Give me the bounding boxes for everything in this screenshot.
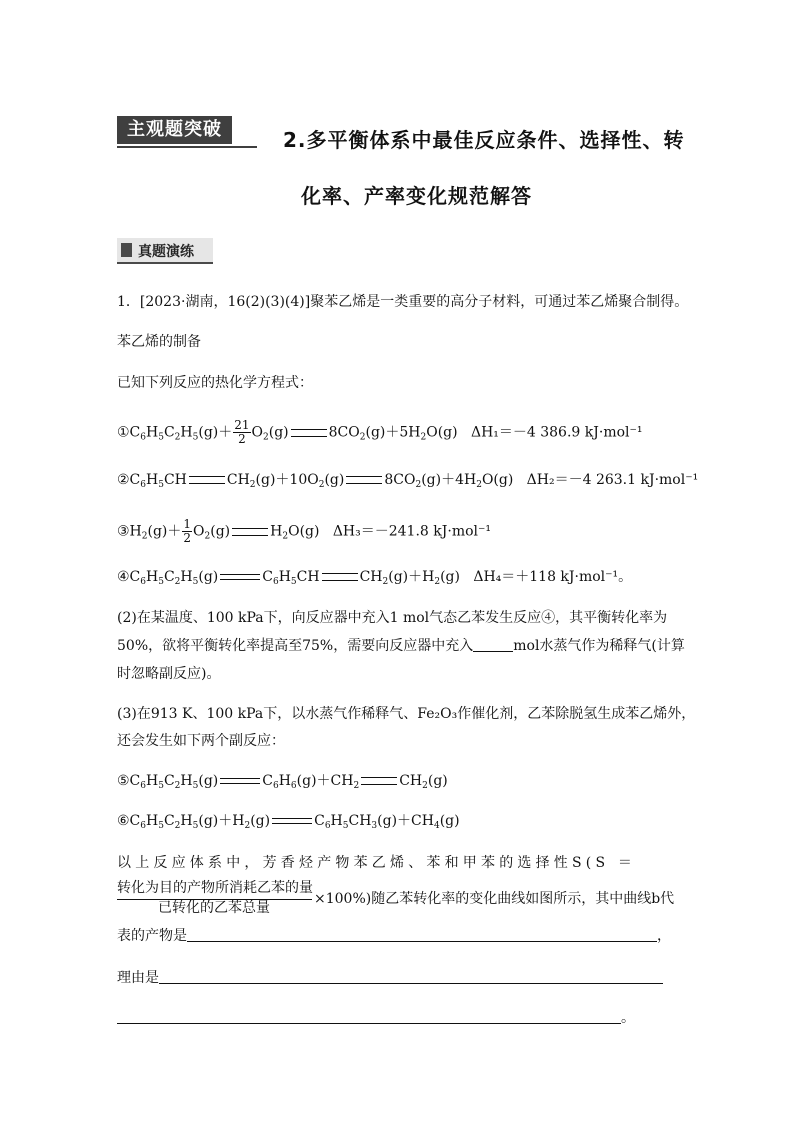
equation-5: $⑤C_6H_5C_2H_5(g)$ $C_6H_6(g)+CH_2$ $CH_2(g)$ bbox=[117, 773, 448, 791]
coefficient-fraction: $\frac{21}{2}$ bbox=[234, 418, 250, 446]
selectivity-denominator: 已转化的乙苯总量 bbox=[158, 900, 270, 916]
answer-blank-reason-2[interactable] bbox=[117, 1009, 621, 1024]
page-title-line1: 2.多平衡体系中最佳反应条件、选择性、转 bbox=[283, 128, 685, 152]
selectivity-line1: 以上反应体系中，芳香烃产物苯乙烯、苯和甲苯的选择性S(S ＝ bbox=[117, 855, 637, 871]
reason-continuation: 。 bbox=[117, 1008, 635, 1028]
product-question: 表的产物是 ， bbox=[117, 928, 671, 944]
section-badge: 主观题突破 bbox=[117, 116, 232, 144]
equation-3: $③H_2(g)+$ $\frac{1}{2}$ $O_2(g)$ $H_2O(g)$ ΔH₃＝－241.8 kJ·mol⁻¹ bbox=[117, 517, 492, 545]
reason-question: 理由是 bbox=[117, 968, 663, 988]
equation-2: $②C_6H_5CH$ $CH_2(g)+10O_2(g)$ $8CO_2(g)+4H_2O(g)$ ΔH₂＝－4 263.1 kJ·mol⁻¹ bbox=[117, 472, 699, 490]
part2-line1: (2)在某温度、100 kPa下，向反应器中充入1 mol气态乙苯发生反应④，其平衡转化率为 bbox=[117, 610, 668, 626]
section-marker-icon bbox=[121, 243, 132, 257]
answer-blank-moles[interactable] bbox=[473, 637, 513, 652]
selectivity-line2: ×100%)随乙苯转化率的变化曲线如图所示，其中曲线b代 bbox=[314, 891, 675, 907]
known-statement: 已知下列反应的热化学方程式： bbox=[117, 375, 313, 391]
enthalpy-2: ΔH₂＝－4 263.1 kJ·mol⁻¹ bbox=[526, 472, 699, 488]
selectivity-numerator: 转化为目的产物所消耗乙苯的量 bbox=[117, 880, 313, 896]
answer-blank-product[interactable] bbox=[187, 927, 657, 942]
enthalpy-4: ΔH₄＝＋118 kJ·mol⁻¹。 bbox=[473, 569, 633, 585]
enthalpy-3: ΔH₃＝－241.8 kJ·mol⁻¹ bbox=[332, 523, 492, 540]
question-intro: 1．[2023·湖南，16(2)(3)(4)]聚苯乙烯是一类重要的高分子材料，可通过苯乙烯聚合制得。 bbox=[117, 294, 689, 310]
enthalpy-1: ΔH₁＝－4 386.9 kJ·mol⁻¹ bbox=[470, 424, 643, 441]
part2-line2: 50%，欲将平衡转化率提高至75%，需要向反应器中充入 mol水蒸气作为稀释气(计算 bbox=[117, 638, 685, 654]
coefficient-fraction: $\frac{1}{2}$ bbox=[183, 517, 192, 545]
sub-heading: 苯乙烯的制备 bbox=[117, 334, 201, 350]
part2-line3: 时忽略副反应)。 bbox=[117, 666, 221, 682]
section-underline bbox=[117, 262, 213, 264]
equation-1: $①C_6H_5C_2H_5(g)+$ $\frac{21}{2}$ $O_2(g)$ $8CO_2(g)+5H_2O(g)$ ΔH₁＝－4 386.9 kJ·mol⁻¹ bbox=[117, 418, 643, 446]
badge-underline bbox=[117, 146, 257, 148]
section-label: 真题演练 bbox=[138, 244, 194, 260]
equation-4: $④C_6H_5C_2H_5(g)$ $C_6H_5CH$ $CH_2(g)+H_2(g)$ ΔH₄＝＋118 kJ·mol⁻¹。 bbox=[117, 569, 633, 587]
part3-line2: 还会发生如下两个副反应： bbox=[117, 733, 285, 749]
answer-blank-reason[interactable] bbox=[159, 969, 663, 984]
part3-line1: (3)在913 K、100 kPa下，以水蒸气作稀释气、Fe₂O₃作催化剂，乙苯除脱氢生成苯乙烯外， bbox=[117, 706, 696, 722]
page-title-line2: 化率、产率变化规范解答 bbox=[301, 184, 532, 208]
equation-6: $⑥C_6H_5C_2H_5(g)+H_2(g)$ $C_6H_5CH_3(g)+CH_4(g)$ bbox=[117, 813, 460, 831]
